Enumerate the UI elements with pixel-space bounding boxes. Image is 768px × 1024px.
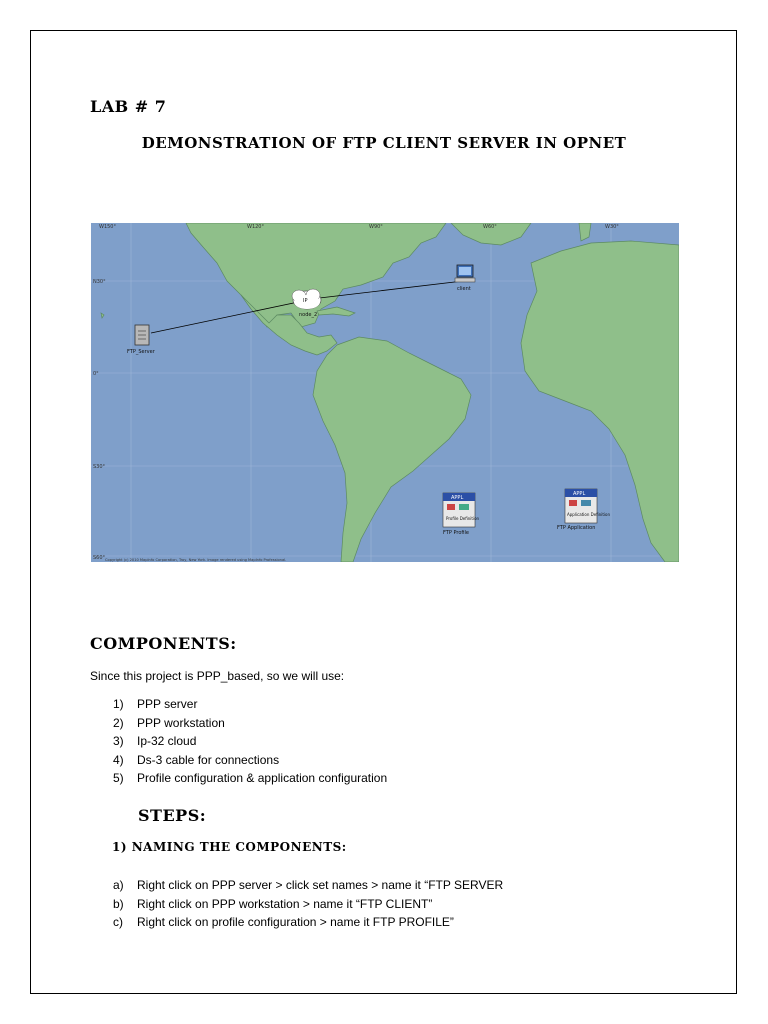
client-label: client [457, 286, 471, 292]
components-heading: COMPONENTS: [90, 634, 237, 653]
list-marker: 3) [113, 734, 124, 748]
grid-label: N30° [93, 279, 106, 285]
list-text: Right click on PPP server > click set names > name it “FTP SERVER [137, 878, 504, 892]
ftp-server-label: FTP_Server [127, 349, 155, 355]
app-label: FTP Application [557, 525, 596, 531]
document-title: DEMONSTRATION OF FTP CLIENT SERVER IN OPNET [141, 134, 627, 152]
list-marker: 1) [113, 697, 124, 711]
profile-badge: APPL [451, 495, 464, 501]
grid-label: W150° [99, 224, 116, 230]
list-marker: c) [113, 915, 123, 929]
lab-title: LAB # 7 [90, 97, 167, 116]
list-marker: 2) [113, 715, 124, 730]
grid-label: 0° [93, 371, 99, 377]
cloud-label: node_2 [299, 312, 318, 318]
grid-label: W30° [605, 224, 619, 230]
list-text: Ip-32 cloud [137, 734, 197, 748]
grid-label: W60° [483, 224, 497, 230]
map-copyright: Copyright (c) 2010 MapInfo Corporation, Troy, New York. Image rendered using MapInfo Professional. [105, 558, 287, 562]
list-marker: 5) [113, 771, 124, 785]
list-text: Right click on profile configuration > name it FTP PROFILE” [137, 915, 454, 929]
app-badge: APPL [573, 491, 586, 497]
list-marker: a) [113, 878, 124, 892]
app-icon-text: Application Definition [567, 512, 610, 517]
components-intro: Since this project is PPP_based, so we will use: [90, 669, 345, 683]
profile-label: FTP Profile [443, 530, 469, 536]
grid-label: W120° [247, 224, 264, 230]
list-text: PPP server [137, 697, 198, 711]
list-text: PPP workstation [137, 715, 225, 730]
list-text: Right click on PPP workstation > name it “FTP CLIENT” [137, 896, 433, 911]
list-text: Ds-3 cable for connections [137, 752, 280, 767]
naming-subheading: 1) NAMING THE COMPONENTS: [112, 840, 347, 854]
grid-label: W90° [369, 224, 383, 230]
grid-label: S60° [93, 555, 106, 561]
grid-label: S30° [93, 464, 106, 470]
list-text: Profile configuration & application configuration [137, 771, 388, 785]
cloud-badge: IP [303, 298, 308, 304]
list-marker: 4) [113, 752, 124, 767]
opnet-map-figure [91, 223, 679, 562]
list-marker: b) [113, 896, 124, 911]
steps-heading: STEPS: [138, 806, 207, 825]
profile-icon-text: Profile Definition [446, 516, 480, 521]
